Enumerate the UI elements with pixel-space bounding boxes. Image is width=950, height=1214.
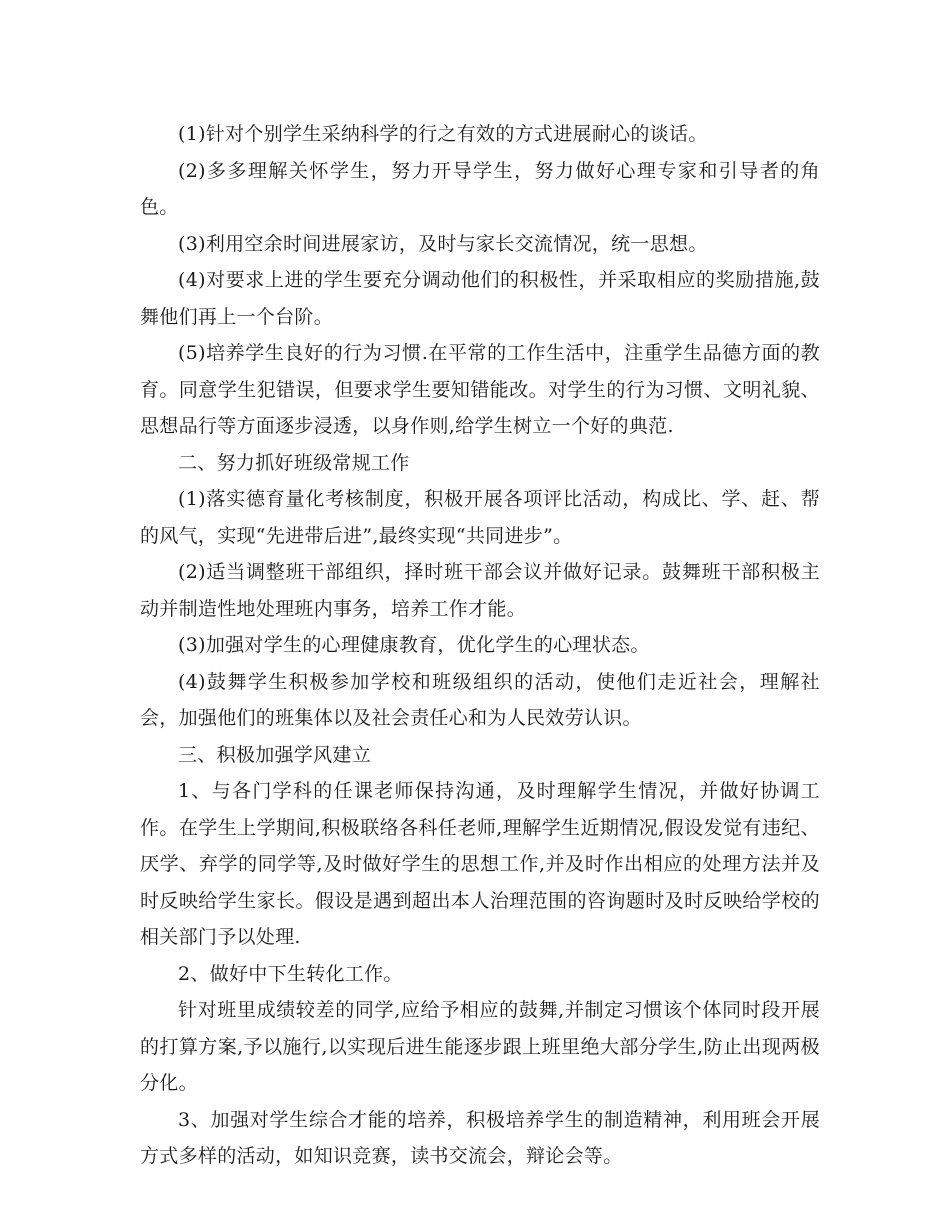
section-heading-3: 三、积极加强学风建立 <box>178 743 372 766</box>
paragraph-item-1: (1)针对个别学生采纳科学的行之有效的方式进展耐心的谈话。 <box>178 123 708 145</box>
paragraph-item-5: (5)培养学生良好的行为习惯.在平常的工作生活中，注重学生品德方面的教育。同意学生犯错误，但要求学生要知错能改。对学生的行为习惯、文明礼貌、思想品行等方面逐步浸透，以身作则,给学生树立一个好的典范. <box>140 342 820 437</box>
document-body <box>140 116 820 1175</box>
paragraph-item-4: (4)对要求上进的学生要充分调动他们的积极性，并采取相应的奖励措施,鼓舞他们再上一个台阶。 <box>140 269 820 328</box>
paragraph-item-6: (1)落实德育量化考核制度，积极开展各项评比活动，构成比、学、赶、帮的风气，实现“先进带后进”,最终实现“共同进步”。 <box>140 488 820 547</box>
paragraph-item-3: (3)利用空余时间进展家访，及时与家长交流情况，统一思想。 <box>178 232 708 255</box>
paragraph-item-9: (4)鼓舞学生积极参加学校和班级组织的活动，使他们走近社会，理解社会，加强他们的班集体以及社会责任心和为人民效劳认识。 <box>140 670 820 729</box>
paragraph-item-7: (2)适当调整班干部组织，择时班干部会议并做好记录。鼓舞班干部积极主动并制造性地处理班内事务，培养工作才能。 <box>140 561 820 620</box>
paragraph-item-8: (3)加强对学生的心理健康教育，优化学生的心理状态。 <box>178 634 650 656</box>
paragraph-item-11: 2、做好中下生转化工作。 <box>178 962 403 985</box>
paragraph-item-10: 1、与各门学科的任课老师保持沟通，及时理解学生情况，并做好协调工作。在学生上学期间,积极联络各科任老师,理解学生近期情况,假设发觉有违纪、厌学、弃学的同学等,及时做好学生的思想工作,并及时作出相应的处理方法并及时反映给学生家长。假设是遇到超出本人治理范围的咨询题时及时反映给学校的相关部门予以处理. <box>140 780 820 948</box>
paragraph-item-12: 针对班里成绩较差的同学,应给予相应的鼓舞,并制定习惯该个体同时段开展的打算方案,予以施行,以实现后进生能逐步跟上班里绝大部分学生,防止出现两极分化。 <box>140 999 820 1094</box>
section-heading-2: 二、努力抓好班级常规工作 <box>178 451 410 474</box>
paragraph-item-2: (2)多多理解关怀学生，努力开导学生，努力做好心理专家和引导者的角色。 <box>140 159 820 218</box>
paragraph-item-13: 3、加强对学生综合才能的培养，积极培养学生的制造精神，利用班会开展方式多样的活动，如知识竞赛，读书交流会，辩论会等。 <box>140 1108 820 1167</box>
